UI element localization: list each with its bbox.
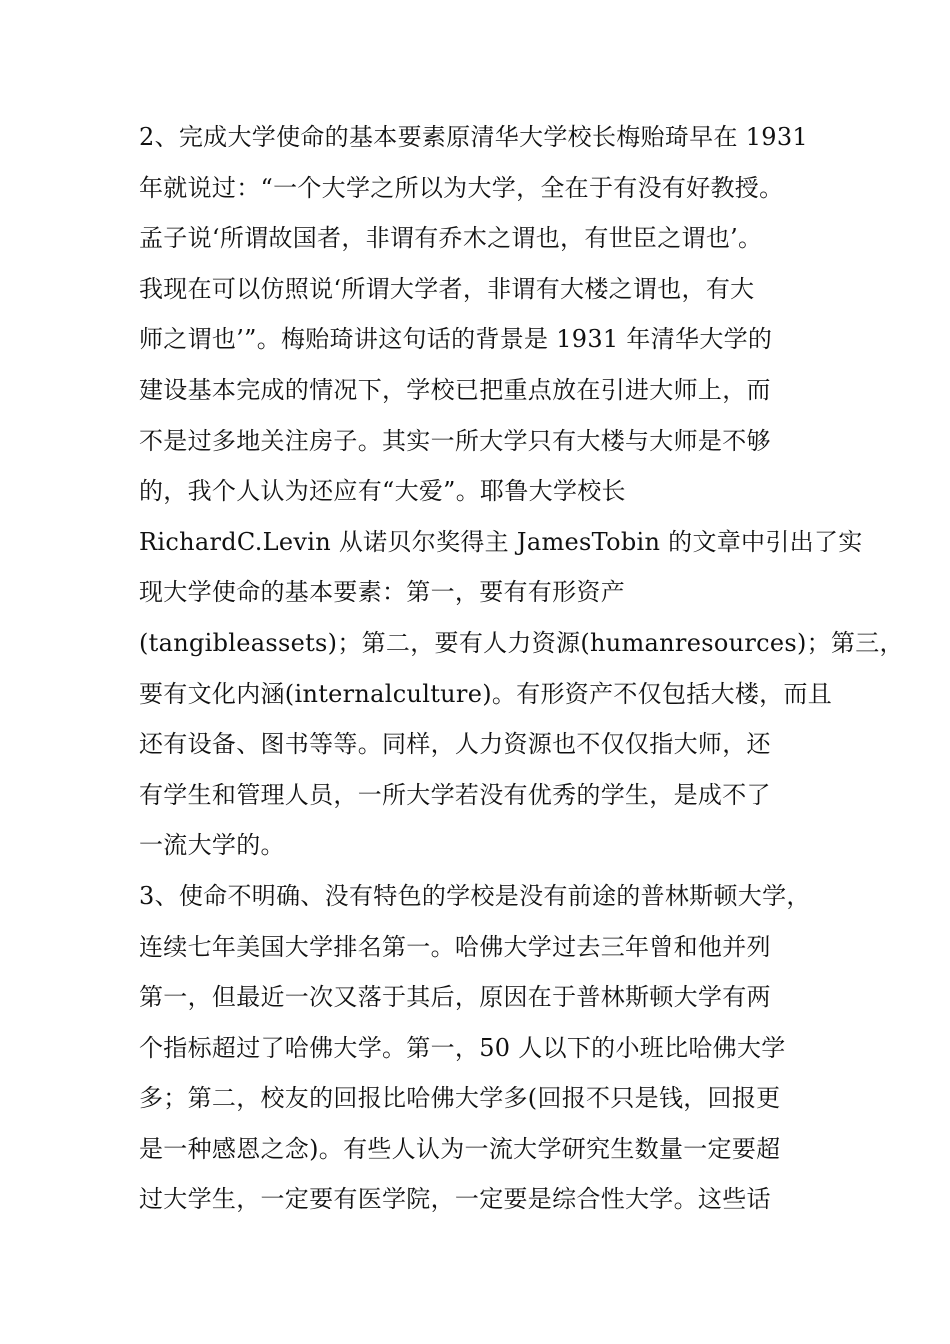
- text-line: 过大学生，一定要有医学院，一定要是综合性大学。这些话: [139, 1185, 771, 1214]
- text-line: 是一种感恩之念)。有些人认为一流大学研究生数量一定要超: [139, 1134, 781, 1163]
- text-line: 师之谓也’”。梅贻琦讲这句话的背景是 1931 年清华大学的: [139, 325, 773, 354]
- text-line: 我现在可以仿照说‘所谓大学者，非谓有大楼之谓也，有大: [139, 274, 755, 303]
- text-line: 年就说过：“一个大学之所以为大学，全在于有没有好教授。: [139, 173, 784, 202]
- text-line: 第一，但最近一次又落于其后，原因在于普林斯顿大学有两: [139, 983, 771, 1012]
- text-line: 2、完成大学使命的基本要素原清华大学校长梅贻琦早在 1931: [139, 123, 808, 151]
- text-line: 一流大学的。: [139, 831, 285, 860]
- text-line: 孟子说‘所谓故国者，非谓有乔木之谓也，有世臣之谓也’。: [139, 224, 763, 253]
- text-line: RichardC.Levin 从诺贝尔奖得主 JamesTobin 的文章中引出了实: [139, 527, 863, 556]
- document-body: [139, 112, 904, 1225]
- text-line: 的，我个人认为还应有“大爱”。耶鲁大学校长: [139, 477, 626, 506]
- text-line: 多；第二，校友的回报比哈佛大学多(回报不只是钱，回报更: [139, 1084, 781, 1113]
- text-line: 有学生和管理人员，一所大学若没有优秀的学生，是成不了: [139, 780, 771, 809]
- text-line: 还有设备、图书等等。同样，人力资源也不仅仅指大师，还: [139, 730, 771, 759]
- text-line: 要有文化内涵(internalculture)。有形资产不仅包括大楼，而且: [139, 679, 833, 708]
- text-line: (tangibleassets)；第二，要有人力资源(humanresources)；第三，: [139, 628, 904, 657]
- text-line: 不是过多地关注房子。其实一所大学只有大楼与大师是不够: [139, 426, 771, 455]
- text-line: 3、使命不明确、没有特色的学校是没有前途的普林斯顿大学，: [139, 881, 811, 910]
- text-line: 个指标超过了哈佛大学。第一，50 人以下的小班比哈佛大学: [139, 1033, 786, 1062]
- text-line: 现大学使命的基本要素：第一，要有有形资产: [139, 578, 625, 607]
- text-line: 建设基本完成的情况下，学校已把重点放在引进大师上，而: [139, 375, 771, 404]
- text-line: 连续七年美国大学排名第一。哈佛大学过去三年曾和他并列: [139, 932, 771, 961]
